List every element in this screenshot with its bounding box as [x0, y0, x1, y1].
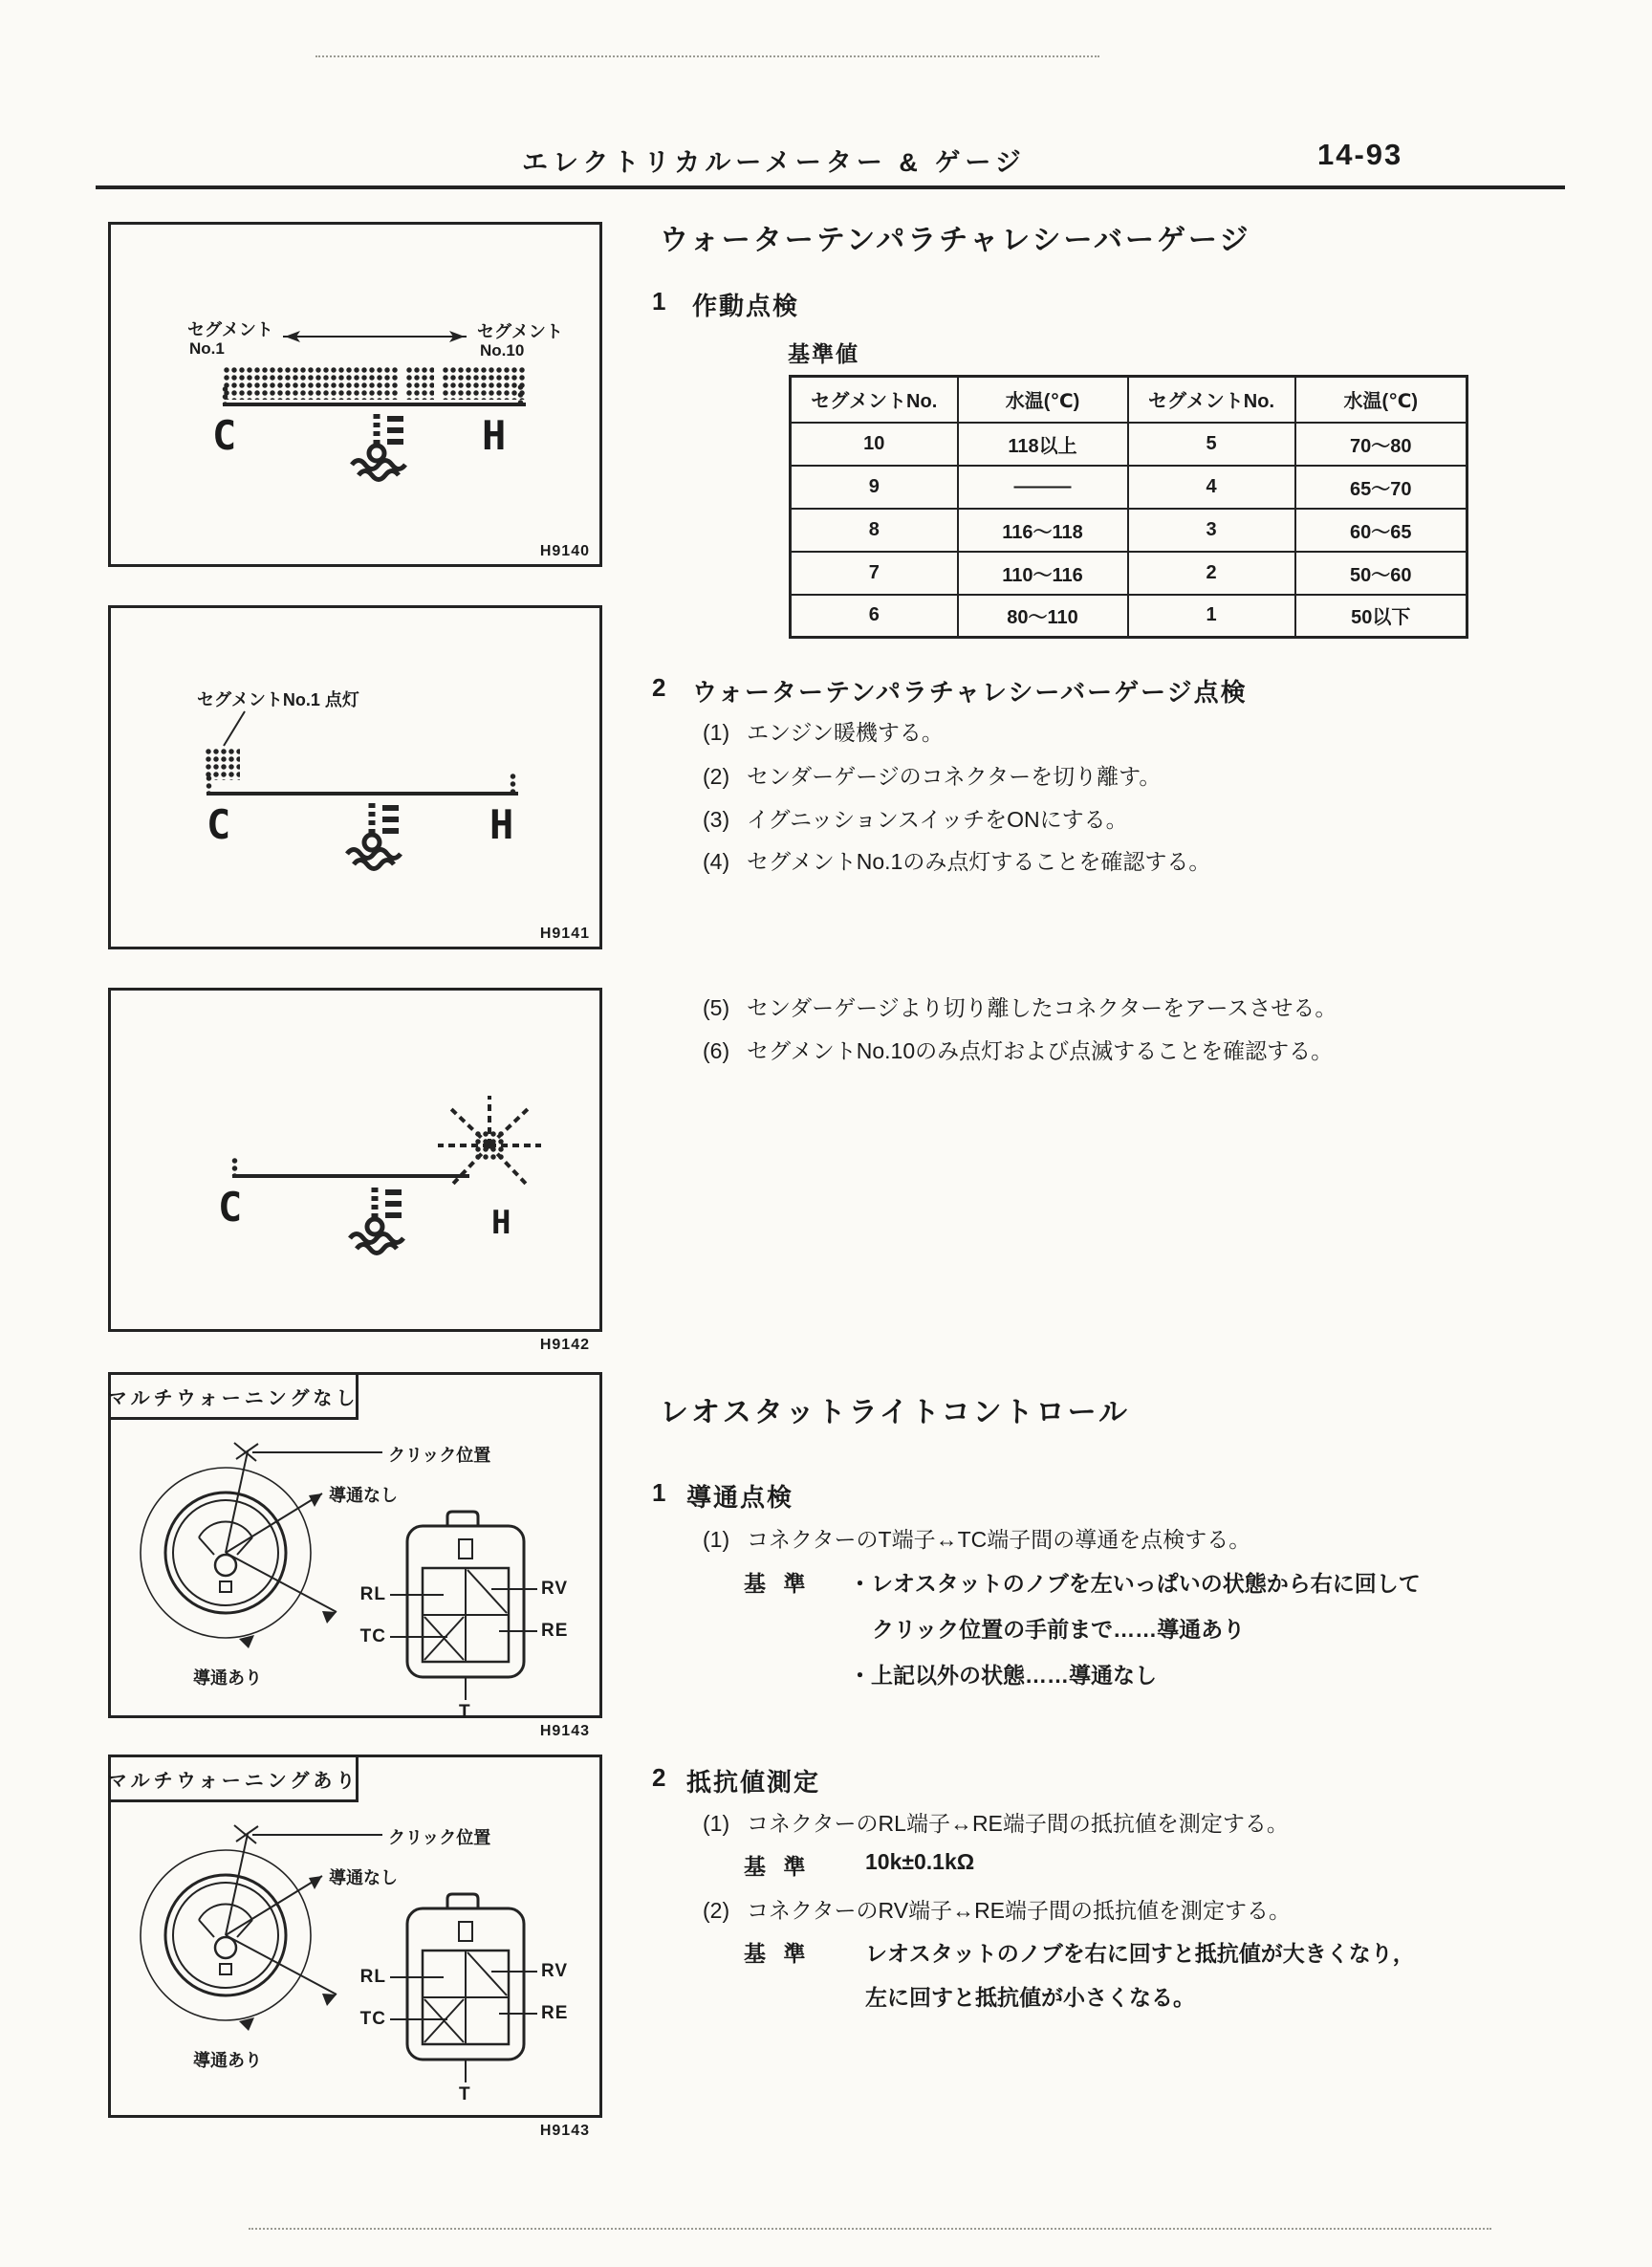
- section-title-water-temp-gauge: ウォーターテンパラチャレシーバーゲージ: [660, 225, 1251, 256]
- procedure-step: [703, 715, 944, 747]
- table-row: [791, 552, 1467, 595]
- coolant-temp-icon: [350, 410, 417, 481]
- procedure-step: [703, 1893, 1291, 1925]
- pin-label-rv: RV: [541, 1579, 569, 1599]
- segment1-lit-callout: セグメントNo.1 点灯: [197, 690, 359, 709]
- cold-mark: C: [212, 412, 237, 459]
- table-cell: 3: [1128, 509, 1295, 552]
- table-header-cell: 水温(℃): [958, 377, 1128, 423]
- table-cell: ———: [958, 466, 1128, 509]
- table-cell: 80～110: [958, 595, 1128, 638]
- pin-label-re: RE: [541, 2003, 569, 2023]
- step-text: イグニッションスイッチをONにする。: [747, 807, 1128, 832]
- gauge-baseline: [206, 792, 518, 796]
- segment-no10-label: セグメント: [477, 322, 563, 341]
- continuity-label: 導通あり: [193, 2051, 262, 2070]
- page-number: 14-93: [1317, 138, 1403, 171]
- no-continuity-label: 導通なし: [329, 1486, 398, 1505]
- figure-panel-rheostat-no-multiwarning: [107, 1372, 602, 1739]
- step-text: エンジン暖機する。: [747, 720, 944, 745]
- flashing-segment-no10: [474, 1130, 505, 1161]
- step-text: セグメントNo.10のみ点灯および点滅することを確認する。: [747, 1038, 1334, 1063]
- standard-text-continued: 左に回すと抵抗値が小さくなる。: [865, 1985, 1195, 2010]
- click-position-label: クリック位置: [388, 1446, 491, 1465]
- table-cell: 4: [1128, 466, 1295, 509]
- subsection-title-resistance-check: 抵抗値測定: [686, 1768, 821, 1797]
- procedure-step: [703, 991, 1337, 1022]
- procedure-step: [703, 1034, 1333, 1065]
- segment-no1-label: セグメント: [187, 320, 273, 339]
- table-cell: 2: [1128, 552, 1295, 595]
- subsection-title-continuity-check: 導通点検: [686, 1483, 794, 1512]
- procedure-step: [703, 759, 1161, 791]
- step-marker: (1): [703, 720, 730, 745]
- gauge-left-tick: [221, 385, 230, 404]
- table-cell: 50～60: [1295, 552, 1467, 595]
- no-continuity-label: 導通なし: [329, 1868, 398, 1887]
- step-marker: (6): [703, 1038, 730, 1063]
- table-cell: 8: [791, 509, 958, 552]
- table-cell: 10: [791, 423, 958, 466]
- step-marker: (2): [703, 764, 730, 789]
- pin-label-rv: RV: [541, 1961, 569, 1981]
- segment-no1-label2: No.1: [189, 339, 225, 358]
- table-cell: 65～70: [1295, 466, 1467, 509]
- gauge-segment-bar: [223, 366, 398, 400]
- table-header-row: [791, 377, 1467, 423]
- figure-panel-segment1-lit: [108, 605, 602, 949]
- figure-caption-box: マルチウォーニングあり: [108, 1755, 359, 1802]
- figure-code: H9142: [539, 1337, 590, 1353]
- step-text: コネクターのRL端子↔RE端子間の抵抗値を測定する。: [747, 1811, 1289, 1836]
- table-cell: 118以上: [958, 423, 1128, 466]
- step-text: コネクターのT端子↔TC端子間の導通を点検する。: [747, 1527, 1251, 1552]
- callout-leader-line: [218, 709, 256, 748]
- standard-label: 基 準: [744, 1571, 812, 1596]
- step-marker: (1): [703, 1527, 730, 1552]
- table-row: [791, 595, 1467, 638]
- standard-value-label: 基準値: [788, 341, 859, 366]
- gauge-right-tick: [509, 773, 518, 794]
- hot-mark: H: [491, 1204, 511, 1242]
- table-cell: 70～80: [1295, 423, 1467, 466]
- scan-noise: [249, 2228, 1491, 2230]
- header-rule: [96, 185, 1565, 189]
- standard-bullet: ・上記以外の状態……導通なし: [849, 1663, 1157, 1688]
- figure-code: H9141: [539, 926, 590, 942]
- table-cell: 6: [791, 595, 958, 638]
- table-header-cell: セグメントNo.: [1128, 377, 1295, 423]
- step-marker: (2): [703, 1898, 730, 1923]
- hot-mark: H: [482, 412, 507, 459]
- table-cell: 1: [1128, 595, 1295, 638]
- table-cell: 5: [1128, 423, 1295, 466]
- gauge-right-tick: [516, 383, 526, 404]
- step-marker: (5): [703, 995, 730, 1020]
- continuity-label: 導通あり: [193, 1668, 262, 1688]
- pin-label-t: T: [459, 1702, 471, 1722]
- subsection-number: 1: [652, 287, 666, 316]
- subsection-number: 2: [652, 1763, 666, 1792]
- table-row: [791, 509, 1467, 552]
- figure-panel-segment10-flashing: [108, 988, 602, 1353]
- subsection-number: 2: [652, 673, 666, 702]
- figure-caption-box: マルチウォーニングなし: [108, 1372, 359, 1420]
- pin-label-re: RE: [541, 1621, 569, 1641]
- procedure-step: [703, 802, 1128, 834]
- page-header-title: エレクトリカルーメーター & ゲージ: [522, 148, 1026, 177]
- rheostat-knob-diagram: [111, 1375, 605, 1721]
- figure-panel-rheostat-with-multiwarning: [107, 1755, 602, 2139]
- pin-label-rl: RL: [359, 1584, 386, 1604]
- gauge-segment-bar: [405, 366, 434, 400]
- hot-mark: H: [489, 801, 514, 848]
- table-header-cell: セグメントNo.: [791, 377, 958, 423]
- figure-panel-gauge-all-segments: [108, 222, 602, 567]
- click-position-label: クリック位置: [388, 1828, 491, 1847]
- gauge-baseline: [232, 1174, 469, 1178]
- gauge-segment-bar: [442, 366, 525, 400]
- procedure-step: [703, 1806, 1289, 1838]
- segment-no10-label2: No.10: [480, 341, 525, 360]
- segment-range-arrow-icon: [273, 328, 476, 345]
- figure-code: H9140: [539, 543, 590, 559]
- step-marker: (1): [703, 1811, 730, 1836]
- pin-label-tc: TC: [359, 1626, 386, 1646]
- scan-noise: [315, 55, 1099, 57]
- segment-water-temp-table: [789, 375, 1468, 639]
- standard-bullet: ・レオスタットのノブを左いっぱいの状態から右に回して: [849, 1571, 1421, 1596]
- step-marker: (3): [703, 807, 730, 832]
- step-text: センダーゲージより切り離したコネクターをアースさせる。: [747, 995, 1337, 1020]
- cold-mark: C: [218, 1184, 243, 1231]
- cold-mark: C: [206, 801, 231, 848]
- procedure-step: [703, 1522, 1250, 1554]
- figure-code: H9143: [539, 1723, 590, 1739]
- step-text: コネクターのRV端子↔RE端子間の抵抗値を測定する。: [747, 1898, 1292, 1923]
- standard-label: 基 準: [744, 1854, 812, 1879]
- table-cell: 110～116: [958, 552, 1128, 595]
- standard-text: レオスタットのノブを右に回すと抵抗値が大きくなり，: [865, 1941, 1415, 1966]
- gauge-left-tick: [230, 1157, 240, 1176]
- coolant-temp-icon: [345, 799, 412, 870]
- subsection-title-operation-check: 作動点検: [692, 292, 800, 320]
- subsection-number: 1: [652, 1478, 666, 1507]
- rheostat-knob-diagram: [111, 1757, 605, 2121]
- table-cell: 9: [791, 466, 958, 509]
- section-title-rheostat: レオスタットライトコントロール: [660, 1397, 1130, 1428]
- step-text: センダーゲージのコネクターを切り離す。: [747, 764, 1162, 789]
- table-cell: 50以下: [1295, 595, 1467, 638]
- standard-label: 基 準: [744, 1941, 812, 1966]
- figure-code: H9143: [539, 2123, 590, 2139]
- coolant-temp-icon: [348, 1184, 415, 1254]
- pin-label-t: T: [459, 2084, 471, 2104]
- table-cell: 116～118: [958, 509, 1128, 552]
- gauge-left-tick: [205, 774, 214, 794]
- table-header-cell: 水温(℃): [1295, 377, 1467, 423]
- pin-label-rl: RL: [359, 1967, 386, 1987]
- standard-value: 10k±0.1kΩ: [865, 1849, 975, 1874]
- table-row: [791, 466, 1467, 509]
- pin-label-tc: TC: [359, 2009, 386, 2029]
- procedure-step: [703, 844, 1210, 876]
- table-row: [791, 423, 1467, 466]
- gauge-baseline: [223, 403, 526, 406]
- table-cell: 7: [791, 552, 958, 595]
- step-text: セグメントNo.1のみ点灯することを確認する。: [747, 849, 1211, 874]
- step-marker: (4): [703, 849, 730, 874]
- table-cell: 60～65: [1295, 509, 1467, 552]
- standard-bullet-continued: クリック位置の手前まで……導通あり: [872, 1617, 1246, 1642]
- subsection-title-gauge-check: ウォーターテンパラチャレシーバーゲージ点検: [692, 678, 1248, 707]
